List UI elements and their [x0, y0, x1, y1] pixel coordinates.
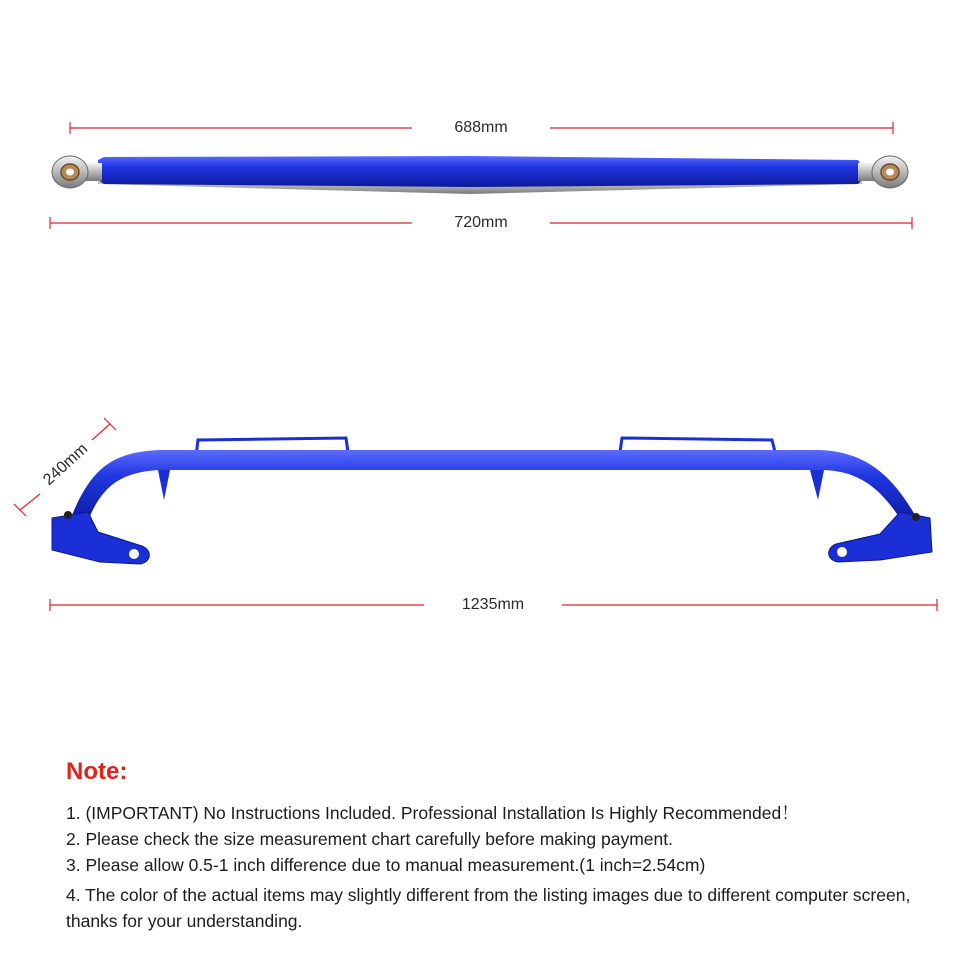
harness-bar — [52, 438, 932, 564]
note-line-1: 1. (IMPORTANT) No Instructions Included. Professional Installation Is Highly Recommended！ — [66, 803, 799, 823]
straight-bar — [52, 156, 908, 194]
dimension-240-label: 240mm — [40, 440, 92, 489]
note-title: Note: — [66, 758, 128, 785]
dimension-688-label: 688mm — [454, 119, 508, 136]
note-line-3: 3. Please allow 0.5-1 inch difference due to manual measurement.(1 inch=2.54cm) — [66, 855, 706, 875]
left-rod-end — [52, 156, 102, 188]
note-line-4: 4. The color of the actual items may slightly different from the listing images due to different computer screen, thanks for your understanding. — [66, 885, 911, 931]
dimension-1235-label: 1235mm — [461, 596, 525, 613]
dimension-720-label: 720mm — [454, 214, 508, 231]
note-section — [66, 758, 936, 934]
note-line-2: 2. Please check the size measurement chart carefully before making payment. — [66, 829, 673, 849]
right-rod-end — [858, 156, 908, 188]
